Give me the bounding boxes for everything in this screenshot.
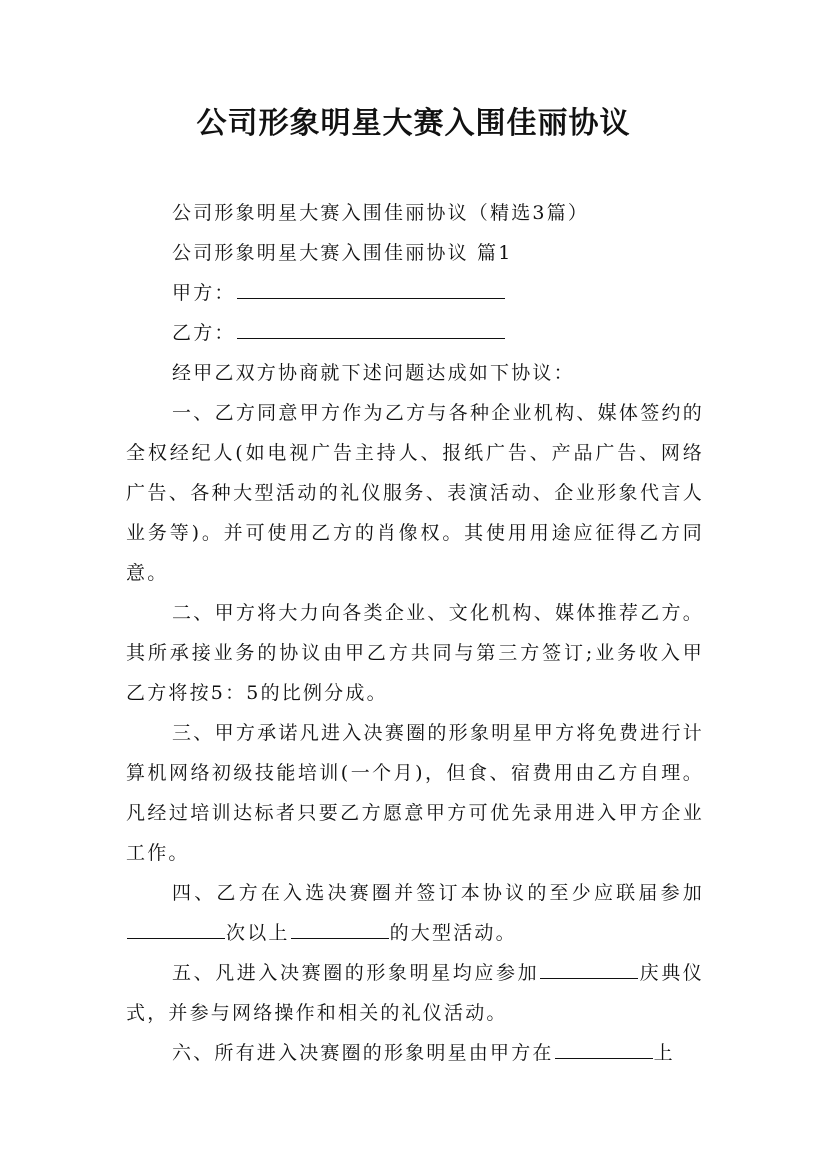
paragraph-section-heading: 公司形象明星大赛入围佳丽协议 篇1: [172, 242, 513, 264]
document-title: 公司形象明星大赛入围佳丽协议: [196, 106, 631, 141]
paragraph-subtitle: 公司形象明星大赛入围佳丽协议（精选3篇）: [172, 202, 590, 224]
clause-6-text-a: 六、所有进入决赛圈的形象明星由甲方在: [172, 1042, 554, 1064]
document-body: [126, 193, 704, 1073]
paragraph-clause-4: [126, 873, 704, 953]
clause-4-text-a: 四、乙方在入选决赛圈并签订本协议的至少应联届参加: [172, 882, 704, 904]
party-b-label: 乙方：: [172, 322, 236, 344]
party-a-label: 甲方：: [172, 282, 236, 304]
paragraph-clause-3: 三、甲方承诺凡进入决赛圈的形象明星甲方将免费进行计算机网络初级技能培训(一个月)，但食、宿费用由乙方自理。凡经过培训达标者只要乙方愿意甲方可优先录用进入甲方企业工作。: [126, 722, 704, 864]
paragraph-party-b: [126, 313, 704, 353]
paragraph-intro: 经甲乙双方协商就下述问题达成如下协议：: [172, 362, 575, 384]
clause-6-blank: [555, 1036, 653, 1059]
paragraph-clause-5: [126, 953, 704, 1033]
clause-4-blank-1: [127, 916, 225, 939]
paragraph-party-a: [126, 273, 704, 313]
clause-5-blank: [540, 956, 638, 979]
clause-4-text-b: 次以上: [226, 922, 290, 944]
paragraph-clause-6: [126, 1033, 704, 1073]
party-b-blank-line: [237, 316, 505, 339]
clause-6-text-b: 上: [653, 1042, 675, 1064]
clause-4-text-c: 的大型活动。: [389, 922, 517, 944]
clause-5-text-a: 五、凡进入决赛圈的形象明星均应参加: [172, 962, 540, 984]
clause-5-text-b: 庆典仪式，并参与网络操作和相关的礼仪活动。: [126, 962, 705, 1024]
party-a-blank-line: [237, 276, 505, 299]
paragraph-clause-1: 一、乙方同意甲方作为乙方与各种企业机构、媒体签约的全权经纪人(如电视广告主持人、报纸广告、产品广告、网络广告、各种大型活动的礼仪服务、表演活动、企业形象代言人业务等)。并可使用乙方的肖像权。其使用用途应征得乙方同意。: [126, 402, 704, 584]
paragraph-clause-2: 二、甲方将大力向各类企业、文化机构、媒体推荐乙方。其所承接业务的协议由甲乙方共同与第三方签订;业务收入甲乙方将按5：5的比例分成。: [126, 602, 704, 704]
clause-4-blank-2: [291, 916, 389, 939]
